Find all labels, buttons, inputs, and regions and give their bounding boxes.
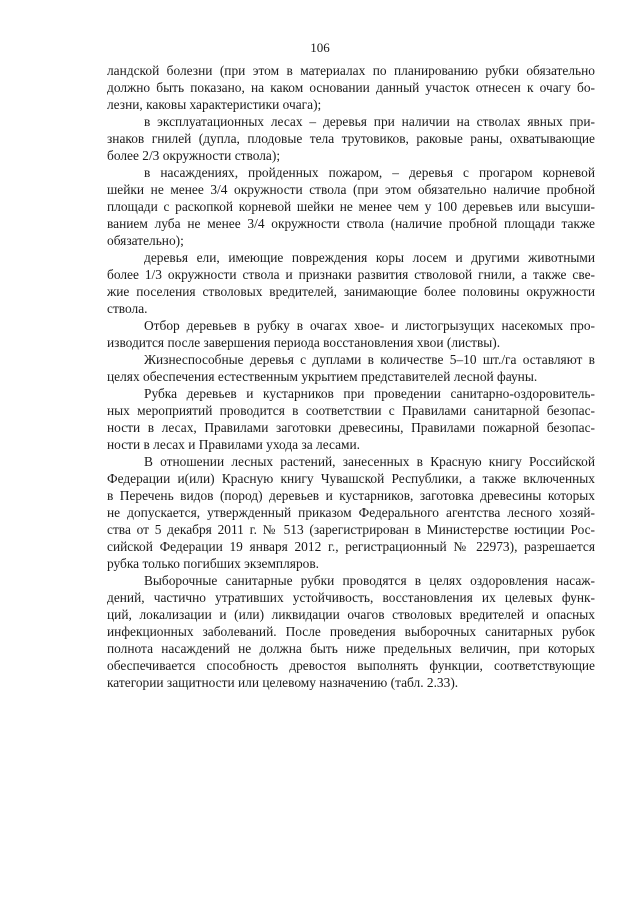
text-line: Федерации и(или) Красную книгу Чувашской Республики, а также включенных: [107, 471, 595, 486]
text-line: инфекционных заболеваний. После проведения выборочных санитарных рубок: [107, 624, 595, 639]
text-line: жие поселения стволовых вредителей, занимающие более половины окружности: [107, 284, 595, 299]
text-line: ности в лесах, Правилами заготовки древесины, Правилами пожарной безопас-: [107, 420, 595, 435]
paragraph: [107, 385, 595, 453]
text-line: более 1/3 окружности ствола и признаки развития стволовой гнили, а также све-: [107, 267, 595, 282]
text-line: Отбор деревьев в рубку в очагах хвое- и листогрызущих насекомых про-: [144, 318, 595, 333]
text-line: целях обеспечения естественным укрытием представителей лесной фауны.: [107, 369, 538, 384]
text-line: В отношении лесных растений, занесенных в Красную книгу Российской: [144, 454, 595, 469]
text-line: ванием луба не менее 3/4 окружности ствола (наличие пробной площади также: [107, 216, 595, 231]
body-text: [107, 62, 595, 691]
text-line: знаков гнилей (дупла, плодовые тела трутовиков, раковые раны, охватывающие: [107, 131, 595, 146]
page-number: 106: [310, 40, 330, 55]
paragraph: [107, 317, 595, 351]
text-line: в Перечень видов (пород) деревьев и кустарников, заготовка древесины которых: [107, 488, 595, 503]
text-line: категории защитности или целевому назначению (табл. 2.33).: [107, 675, 459, 690]
paragraph: [107, 164, 595, 249]
paragraph: [107, 572, 595, 691]
text-line: ства от 5 декабря 2011 г. № 513 (зарегистрирован в Министерстве юстиции Рос-: [107, 522, 595, 537]
text-line: обеспечивается способность древостоя выполнять функции, соответствующие: [107, 658, 595, 673]
text-line: деревья ели, имеющие повреждения коры лосем и другими животными: [144, 250, 595, 265]
text-line: ных мероприятий проводится в соответствии с Правилами санитарной безопас-: [107, 403, 595, 418]
text-line: не допускается, утвержденный приказом Федерального агентства лесного хозяй-: [107, 505, 595, 520]
text-line: лезни, каковы характеристики очага);: [107, 97, 322, 112]
text-line: дений, частично утративших устойчивость, восстановления их целевых функ-: [107, 590, 595, 605]
paragraph: [107, 351, 595, 385]
text-line: в насаждениях, пройденных пожаром, – деревья с прогаром корневой: [144, 165, 595, 180]
text-line: Выборочные санитарные рубки проводятся в целях оздоровления насаж-: [144, 573, 595, 588]
text-line: шейки не менее 3/4 окружности ствола (при этом обязательно наличие пробной: [107, 182, 595, 197]
text-line: Рубка деревьев и кустарников при проведении санитарно-оздоровитель-: [144, 386, 595, 401]
text-line: Жизнеспособные деревья с дуплами в количестве 5–10 шт./га оставляют в: [144, 352, 595, 367]
paragraph: [107, 249, 595, 317]
text-line: в эксплуатационных лесах – деревья при наличии на стволах явных при-: [144, 114, 595, 129]
paragraph: [107, 453, 595, 572]
paragraph: [107, 113, 595, 164]
text-line: должно быть показано, на каком основании данный участок отнесен к очагу бо-: [107, 80, 595, 95]
text-line: площади с раскопкой корневой шейки не менее чем у 100 деревьев или высуши-: [107, 199, 595, 214]
text-line: полнота насаждений не должна быть ниже предельных величин, при которых: [107, 641, 595, 656]
text-line: ности в лесах и Правилами ухода за лесами.: [107, 437, 361, 452]
text-line: изводится после завершения периода восстановления хвои (листвы).: [107, 335, 501, 350]
text-line: более 2/3 окружности ствола);: [107, 148, 281, 163]
text-line: ландской болезни (при этом в материалах по планированию рубки обязательно: [107, 63, 595, 78]
text-line: ствола.: [107, 301, 148, 316]
paragraph: [107, 62, 595, 113]
text-line: рубка только погибших экземпляров.: [107, 556, 319, 571]
text-line: обязательно);: [107, 233, 184, 248]
text-line: ций, локализации и (или) ликвидации очагов стволовых вредителей и опасных: [107, 607, 595, 622]
text-line: сийской Федерации 19 января 2012 г., регистрационный № 22973), разрешается: [107, 539, 595, 554]
